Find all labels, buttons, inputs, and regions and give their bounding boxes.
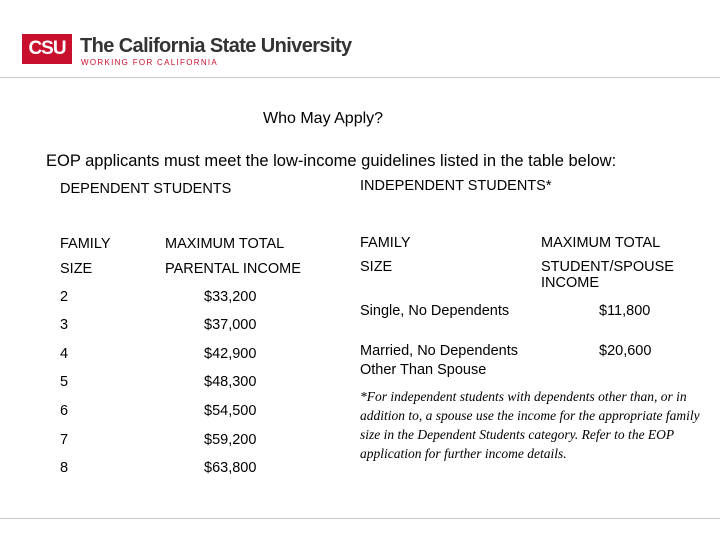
dependent-income: $33,200 [204, 289, 257, 305]
dependent-col-family-line1: FAMILY [60, 236, 111, 252]
dependent-income: $54,500 [204, 403, 257, 419]
independent-household-label: Single, No Dependents [360, 303, 510, 319]
independent-income: $11,800 [599, 303, 651, 319]
dependent-family-size: 4 [60, 346, 69, 362]
dependent-family-size: 6 [60, 403, 69, 419]
csu-logo-tagline: WORKING FOR CALIFORNIA [81, 58, 219, 67]
footer-divider [0, 518, 720, 519]
independent-col-family-line2: SIZE [360, 259, 393, 275]
dependent-col-income-line1: MAXIMUM TOTAL [165, 236, 285, 252]
dependent-family-size: 8 [60, 460, 69, 476]
independent-heading: INDEPENDENT STUDENTS* [360, 178, 552, 194]
independent-income: $20,600 [599, 343, 652, 359]
independent-col-family-line1: FAMILY [360, 235, 411, 251]
intro-text: EOP applicants must meet the low-income guidelines listed in the table below: [46, 152, 617, 170]
page-title: Who May Apply? [263, 110, 384, 127]
header-divider-top [0, 77, 720, 78]
independent-footnote: *For independent students with dependents other than, or in addition to, a spouse use the income for the appropriate family size in the Dependent Students category. Refer to the EOP application for further income details. [360, 389, 700, 461]
independent-col-income-line2: STUDENT/SPOUSE [541, 259, 674, 275]
dependent-income: $42,900 [204, 346, 257, 362]
dependent-family-size: 5 [60, 374, 69, 390]
dependent-family-size: 3 [60, 317, 69, 333]
independent-household-label-line2: Other Than Spouse [360, 362, 487, 378]
independent-col-income-line1: MAXIMUM TOTAL [541, 235, 661, 251]
csu-logo-mark: CSU [22, 34, 72, 64]
dependent-heading: DEPENDENT STUDENTS [60, 181, 232, 197]
dependent-col-family-line2: SIZE [60, 261, 93, 277]
dependent-income: $48,300 [204, 374, 257, 390]
dependent-income: $37,000 [204, 317, 257, 333]
dependent-income: $63,800 [204, 460, 257, 476]
independent-household-label: Married, No Dependents [360, 343, 518, 359]
csu-logo-name: The California State University [80, 35, 352, 57]
dependent-income: $59,200 [204, 432, 257, 448]
dependent-family-size: 2 [60, 289, 69, 305]
dependent-family-size: 7 [60, 432, 69, 448]
dependent-col-income-line2: PARENTAL INCOME [165, 261, 301, 277]
independent-col-income-line3: INCOME [541, 275, 599, 291]
